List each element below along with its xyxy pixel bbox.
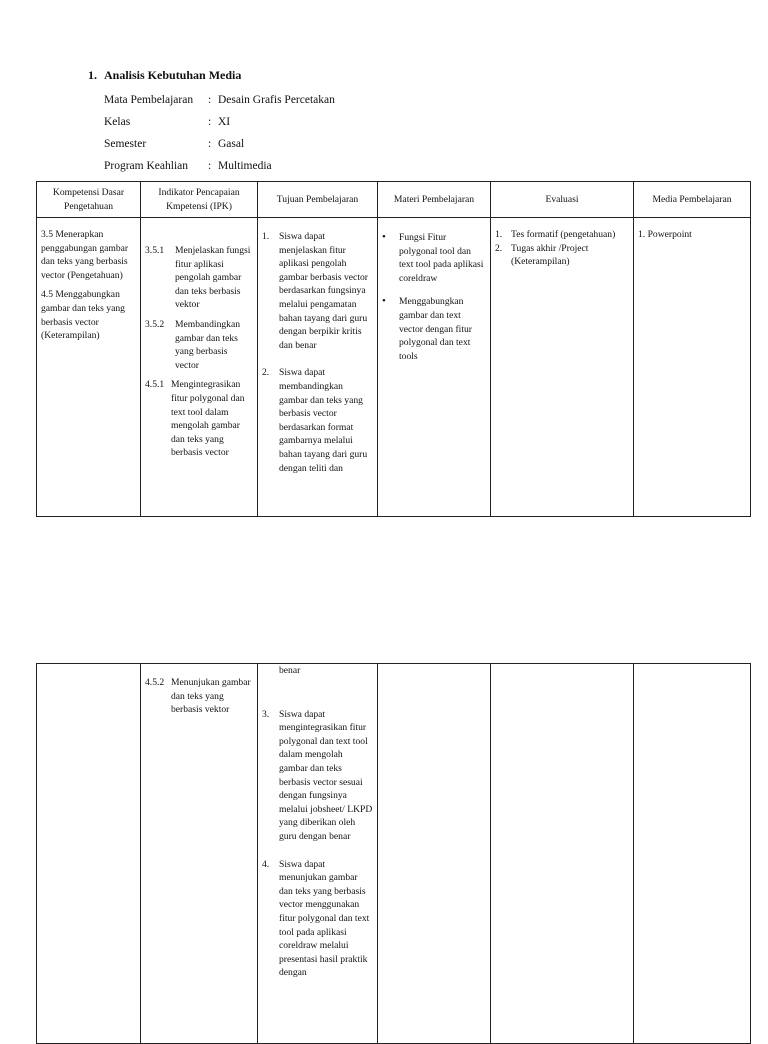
info-value: Desain Grafis Percetakan — [218, 94, 335, 106]
bullet-icon: • — [382, 295, 386, 308]
info-colon: : — [208, 138, 212, 150]
ipk-item — [145, 378, 253, 460]
tujuan-list — [262, 230, 373, 475]
evaluasi-cell — [491, 218, 634, 517]
item-text: Siswa dapat membandingkan gambar dan teks yang berbasis vector berdasarkan format gambarnya melalui bahan tayang dari guru dengan teliti dan — [279, 367, 368, 474]
kd-cell — [37, 664, 141, 1044]
bullet-icon: • — [382, 231, 386, 243]
info-value: Multimedia — [218, 160, 272, 172]
kd-item: 3.5 Menerapkan penggabungan gambar dan teks yang berbasis vector (Pengetahuan) — [41, 229, 129, 281]
item-number: 1. — [262, 231, 270, 242]
info-label: Mata Pembelajaran — [104, 94, 194, 106]
ipk-text: Mengintegrasikan fitur polygonal dan text tool dalam mengolah gambar dan teks yang berbasis vector — [171, 379, 245, 459]
analysis-table-page1 — [36, 181, 751, 517]
media-item: 1. Powerpoint — [638, 229, 692, 240]
item-number: 4. — [262, 858, 270, 870]
item-text: Menggabungkan gambar dan text vector dengan fitur polygonal dan text tools — [399, 296, 472, 362]
item-text: Tugas akhir /Project (Keterampilan) — [511, 242, 589, 268]
info-row-semester — [104, 137, 244, 151]
ipk-item — [145, 676, 253, 717]
item-number: 1. — [495, 229, 503, 240]
info-row-class — [104, 115, 230, 129]
info-colon: : — [208, 116, 212, 128]
evaluasi-list — [495, 228, 629, 269]
list-item — [262, 230, 373, 352]
item-number: 3. — [262, 708, 270, 720]
materi-list — [382, 231, 486, 363]
materi-cell — [378, 664, 491, 1044]
ipk-item — [145, 318, 253, 372]
col-header-media: Media Pembelajaran — [634, 182, 751, 218]
item-number: 2. — [262, 367, 270, 379]
ipk-item — [145, 244, 253, 312]
evaluasi-cell — [491, 664, 634, 1044]
ipk-cell — [141, 664, 258, 1044]
ipk-code: 4.5.2 — [145, 677, 165, 688]
info-colon: : — [208, 94, 212, 106]
item-text: Siswa dapat menjelaskan fitur aplikasi pengolah gambar berbasis vector berdasarkan fungsinya melalui pengamatan bahan tayang dari guru dengan berpikir kritis dan benar — [279, 231, 368, 351]
materi-cell — [378, 218, 491, 517]
info-label: Kelas — [104, 116, 131, 128]
analysis-table-page2 — [36, 663, 751, 1044]
ipk-code: 3.5.1 — [145, 245, 165, 256]
item-number: 2. — [495, 242, 503, 254]
ipk-code: 3.5.2 — [145, 318, 165, 330]
list-item — [495, 242, 629, 269]
ipk-text: Menjelaskan fungsi fitur aplikasi pengolah gambar dan teks berbasis vektor — [175, 245, 251, 311]
kd-item: 4.5 Menggabungkan gambar dan teks yang berbasis vector (Keterampilan) — [41, 289, 125, 342]
table-header-row — [37, 182, 751, 218]
info-row-program — [104, 159, 272, 173]
col-header-materi: Materi Pembelajaran — [378, 182, 491, 218]
media-cell — [634, 218, 751, 517]
table-row — [37, 218, 751, 517]
ipk-code: 4.5.1 — [145, 379, 165, 391]
tujuan-cell — [258, 218, 378, 517]
media-cell — [634, 664, 751, 1044]
table-row — [37, 664, 751, 1044]
list-item — [262, 366, 373, 475]
kd-cell — [37, 218, 141, 517]
col-header-ipk: Indikator Pencapaian Kmpetensi (IPK) — [141, 182, 258, 218]
ipk-text: Menunjukan gambar dan teks yang berbasis vektor — [171, 677, 251, 716]
info-value: Gasal — [218, 138, 245, 150]
col-header-evaluasi: Evaluasi — [491, 182, 634, 218]
tujuan-cell — [258, 664, 378, 1044]
list-item — [262, 858, 373, 980]
tujuan-continued: benar — [279, 665, 301, 676]
item-text: Fungsi Fitur polygonal tool dan text tool pada aplikasi coreldraw — [399, 232, 484, 284]
list-item — [262, 708, 373, 844]
info-row-subject — [104, 93, 335, 107]
info-label: Program Keahlian — [104, 160, 188, 172]
list-item — [495, 228, 629, 242]
ipk-text: Membandingkan gambar dan teks yang berbasis vector — [175, 318, 241, 371]
section-heading — [88, 68, 241, 83]
item-text: Siswa dapat menunjukan gambar dan teks yang berbasis vector menggunakan fitur polygonal dan text tool pada aplikasi coreldraw melalui presentasi hasil praktik dengan — [279, 858, 370, 979]
item-text: Tes formatif (pengetahuan) — [511, 229, 616, 240]
ipk-cell — [141, 218, 258, 517]
section-number: 1. — [88, 68, 97, 82]
col-header-kd: Kompetensi Dasar Pengetahuan — [37, 182, 141, 218]
list-item — [382, 231, 486, 285]
info-colon: : — [208, 160, 212, 172]
info-value: XI — [218, 116, 231, 128]
info-label: Semester — [104, 138, 147, 150]
list-item — [382, 295, 486, 363]
section-title: Analisis Kebutuhan Media — [104, 68, 242, 82]
tujuan-list — [262, 708, 373, 980]
col-header-tujuan: Tujuan Pembelajaran — [258, 182, 378, 218]
item-text: Siswa dapat mengintegrasikan fitur polygonal dan text tool dalam mengolah gambar dan teks berbasis vector sesuai dengan fungsinya melalui jobsheet/ LKPD yang diberikan oleh guru dengan benar — [279, 708, 373, 842]
